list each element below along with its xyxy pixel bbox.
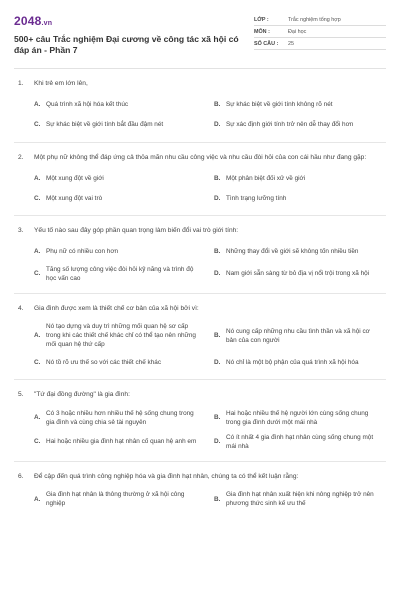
brand-block xyxy=(14,14,246,56)
option-text: Tình trạng lưỡng tính xyxy=(226,194,287,202)
option-letter: B. xyxy=(214,101,221,108)
question-divider xyxy=(14,461,386,462)
option-text: Nó tồ rõ ưu thế so với các thiết chế khác xyxy=(46,358,162,366)
option-text: Phụ nữ có nhiều con hơn xyxy=(46,248,119,255)
option-a[interactable] xyxy=(34,98,202,112)
option-d[interactable] xyxy=(214,118,382,132)
question-stem xyxy=(18,226,382,236)
option-text: Có ít nhất 4 gia đình hạt nhân cùng sống chung một mái nhà xyxy=(226,433,374,450)
question-number: 3. xyxy=(18,227,24,234)
option-a[interactable] xyxy=(34,409,202,427)
option-letter: C. xyxy=(34,358,41,366)
option-letter: A. xyxy=(34,248,41,255)
logo-tld: .vn xyxy=(41,20,53,27)
option-text: Có 3 hoặc nhiều hơn nhiều thế hệ sống chung trong gia đình và cùng chia sẻ tài nguyên xyxy=(46,409,194,426)
option-letter: C. xyxy=(34,121,41,128)
options-grid xyxy=(18,245,382,283)
question-3 xyxy=(14,226,386,283)
question-text: "Tứ đại đồng đường" là gia đình: xyxy=(34,391,130,398)
option-b[interactable] xyxy=(214,245,382,259)
option-letter: B. xyxy=(214,248,221,255)
meta-row-subject xyxy=(254,26,386,38)
question-5 xyxy=(14,390,386,451)
option-b[interactable] xyxy=(214,490,382,508)
option-text: Nó cung cấp những nhu cầu tình thần và xã hội cơ bản của con người xyxy=(226,327,370,344)
options-grid xyxy=(18,171,382,205)
question-text: Để cập đến quá trình công nghiệp hóa và gia đình hạt nhân, chúng ta có thể kết luận rằng: xyxy=(34,472,299,480)
option-letter: C. xyxy=(34,270,41,277)
meta-row-class xyxy=(254,14,386,26)
options-grid xyxy=(18,322,382,369)
option-a[interactable] xyxy=(34,245,202,259)
option-a[interactable] xyxy=(34,490,202,508)
option-d[interactable] xyxy=(214,433,382,451)
meta-value: Trắc nghiệm tổng hợp xyxy=(288,16,341,23)
question-text: Một phụ nữ không thể đáp ứng cả thỏa mãn nhu cầu công việc và nhu cầu đòi hỏi của con cái hầu như đang gặp: xyxy=(34,153,367,161)
question-2 xyxy=(14,153,386,206)
option-text: Gia đình hạt nhân xuất hiện khi nông nghiệp trở nên phương thức sinh kế ưu thế xyxy=(226,491,374,507)
option-b[interactable] xyxy=(214,98,382,112)
question-divider xyxy=(14,379,386,380)
option-text: Một phân biệt đối xử về giới xyxy=(226,174,306,182)
meta-value: Đại học xyxy=(288,28,307,35)
option-letter: A. xyxy=(34,495,41,503)
meta-table xyxy=(254,14,386,50)
option-letter: D. xyxy=(214,358,221,366)
question-divider xyxy=(14,215,386,216)
option-text: Quá trình xã hội hóa kết thúc xyxy=(46,101,129,108)
document-header xyxy=(14,14,386,56)
header-divider xyxy=(14,68,386,69)
option-letter: D. xyxy=(214,438,221,445)
meta-label: SỐ CÂU : xyxy=(254,40,279,47)
option-c[interactable] xyxy=(34,265,202,283)
question-stem xyxy=(18,304,382,314)
option-letter: C. xyxy=(34,438,41,445)
option-b[interactable] xyxy=(214,322,382,349)
question-1 xyxy=(14,79,386,132)
options-grid xyxy=(18,409,382,451)
option-text: Nó tạo dựng và duy trì những mối quan hệ sơ cấp trong khi các thiết chế khác chỉ có thể tạo nên những mối quan hệ thứ cấp xyxy=(46,323,196,348)
question-number: 1. xyxy=(18,80,24,87)
option-text: Gia đình hạt nhân là thông thường ở xã hội công nghiệp xyxy=(46,491,185,507)
site-logo[interactable] xyxy=(14,14,246,28)
option-letter: B. xyxy=(214,414,221,421)
question-stem xyxy=(18,390,382,400)
logo-main: 2048 xyxy=(14,14,42,28)
option-a[interactable] xyxy=(34,322,202,349)
option-letter: A. xyxy=(34,332,41,339)
option-text: Sự xác định giới tính trở nên dễ thay đổi hơn xyxy=(226,121,354,128)
option-letter: D. xyxy=(214,194,221,202)
meta-row-count xyxy=(254,38,386,50)
options-grid xyxy=(18,98,382,132)
question-number: 6. xyxy=(18,472,24,480)
option-letter: B. xyxy=(214,332,221,339)
meta-label: LỚP : xyxy=(254,16,269,23)
option-text: Một xung đột về giới xyxy=(46,174,104,182)
option-c[interactable] xyxy=(34,191,202,205)
question-stem xyxy=(18,472,382,482)
meta-value: 25 xyxy=(288,40,294,47)
document-title: 500+ câu Trắc nghiệm Đại cương về công tác xã hội có đáp án - Phần 7 xyxy=(14,34,239,55)
option-letter: D. xyxy=(214,270,221,277)
option-text: Hai hoặc nhiều thế hệ người lớn cùng sống chung trong gia đình dưới một mái nhà xyxy=(226,409,369,426)
option-a[interactable] xyxy=(34,171,202,185)
option-letter: A. xyxy=(34,101,41,108)
question-number: 2. xyxy=(18,153,24,161)
question-4 xyxy=(14,304,386,370)
question-6 xyxy=(14,472,386,509)
option-letter: A. xyxy=(34,414,41,421)
question-stem xyxy=(18,153,382,163)
option-d[interactable] xyxy=(214,265,382,283)
question-text: Khi trẻ em lớn lên, xyxy=(34,80,88,87)
option-letter: C. xyxy=(34,194,41,202)
option-b[interactable] xyxy=(214,171,382,185)
meta-label: MÔN : xyxy=(254,28,270,35)
question-text: Gia đình được xem là thiết chế cơ bản của xã hội bởi vì: xyxy=(34,304,199,312)
option-letter: D. xyxy=(214,121,221,128)
option-text: Tăng số lượng công việc đòi hỏi kỹ năng và trình độ học vấn cao xyxy=(46,265,194,282)
option-text: Nam giới sẵn sàng từ bỏ địa vị nổi trội trong xã hội xyxy=(226,270,370,277)
question-number: 5. xyxy=(18,391,24,398)
options-grid xyxy=(18,490,382,508)
question-stem xyxy=(18,79,382,89)
option-d[interactable] xyxy=(214,355,382,369)
option-b[interactable] xyxy=(214,409,382,427)
question-text: Yếu tố nào sau đây góp phần quan trọng làm biến đổi vai trò giới tính: xyxy=(34,227,239,234)
option-text: Sự khác biệt về giới tính bắt đầu đậm nét xyxy=(46,121,164,128)
option-text: Nó chỉ là một bộ phận của quá trình xã hội hóa xyxy=(226,358,359,366)
option-text: Hai hoặc nhiều gia đình hạt nhân cố quan hệ anh em xyxy=(46,438,197,445)
question-divider xyxy=(14,142,386,143)
option-text: Sự khác biệt về giới tính không rõ nét xyxy=(226,101,333,108)
option-text: Những thay đổi về giới sẽ không tốn nhiều tiền xyxy=(226,248,359,255)
option-letter: B. xyxy=(214,174,221,182)
option-c[interactable] xyxy=(34,355,202,369)
option-letter: B. xyxy=(214,495,221,503)
option-c[interactable] xyxy=(34,433,202,451)
option-text: Một xung đột vai trò xyxy=(46,194,103,202)
option-c[interactable] xyxy=(34,118,202,132)
option-d[interactable] xyxy=(214,191,382,205)
question-number: 4. xyxy=(18,304,24,312)
option-letter: A. xyxy=(34,174,41,182)
question-divider xyxy=(14,293,386,294)
